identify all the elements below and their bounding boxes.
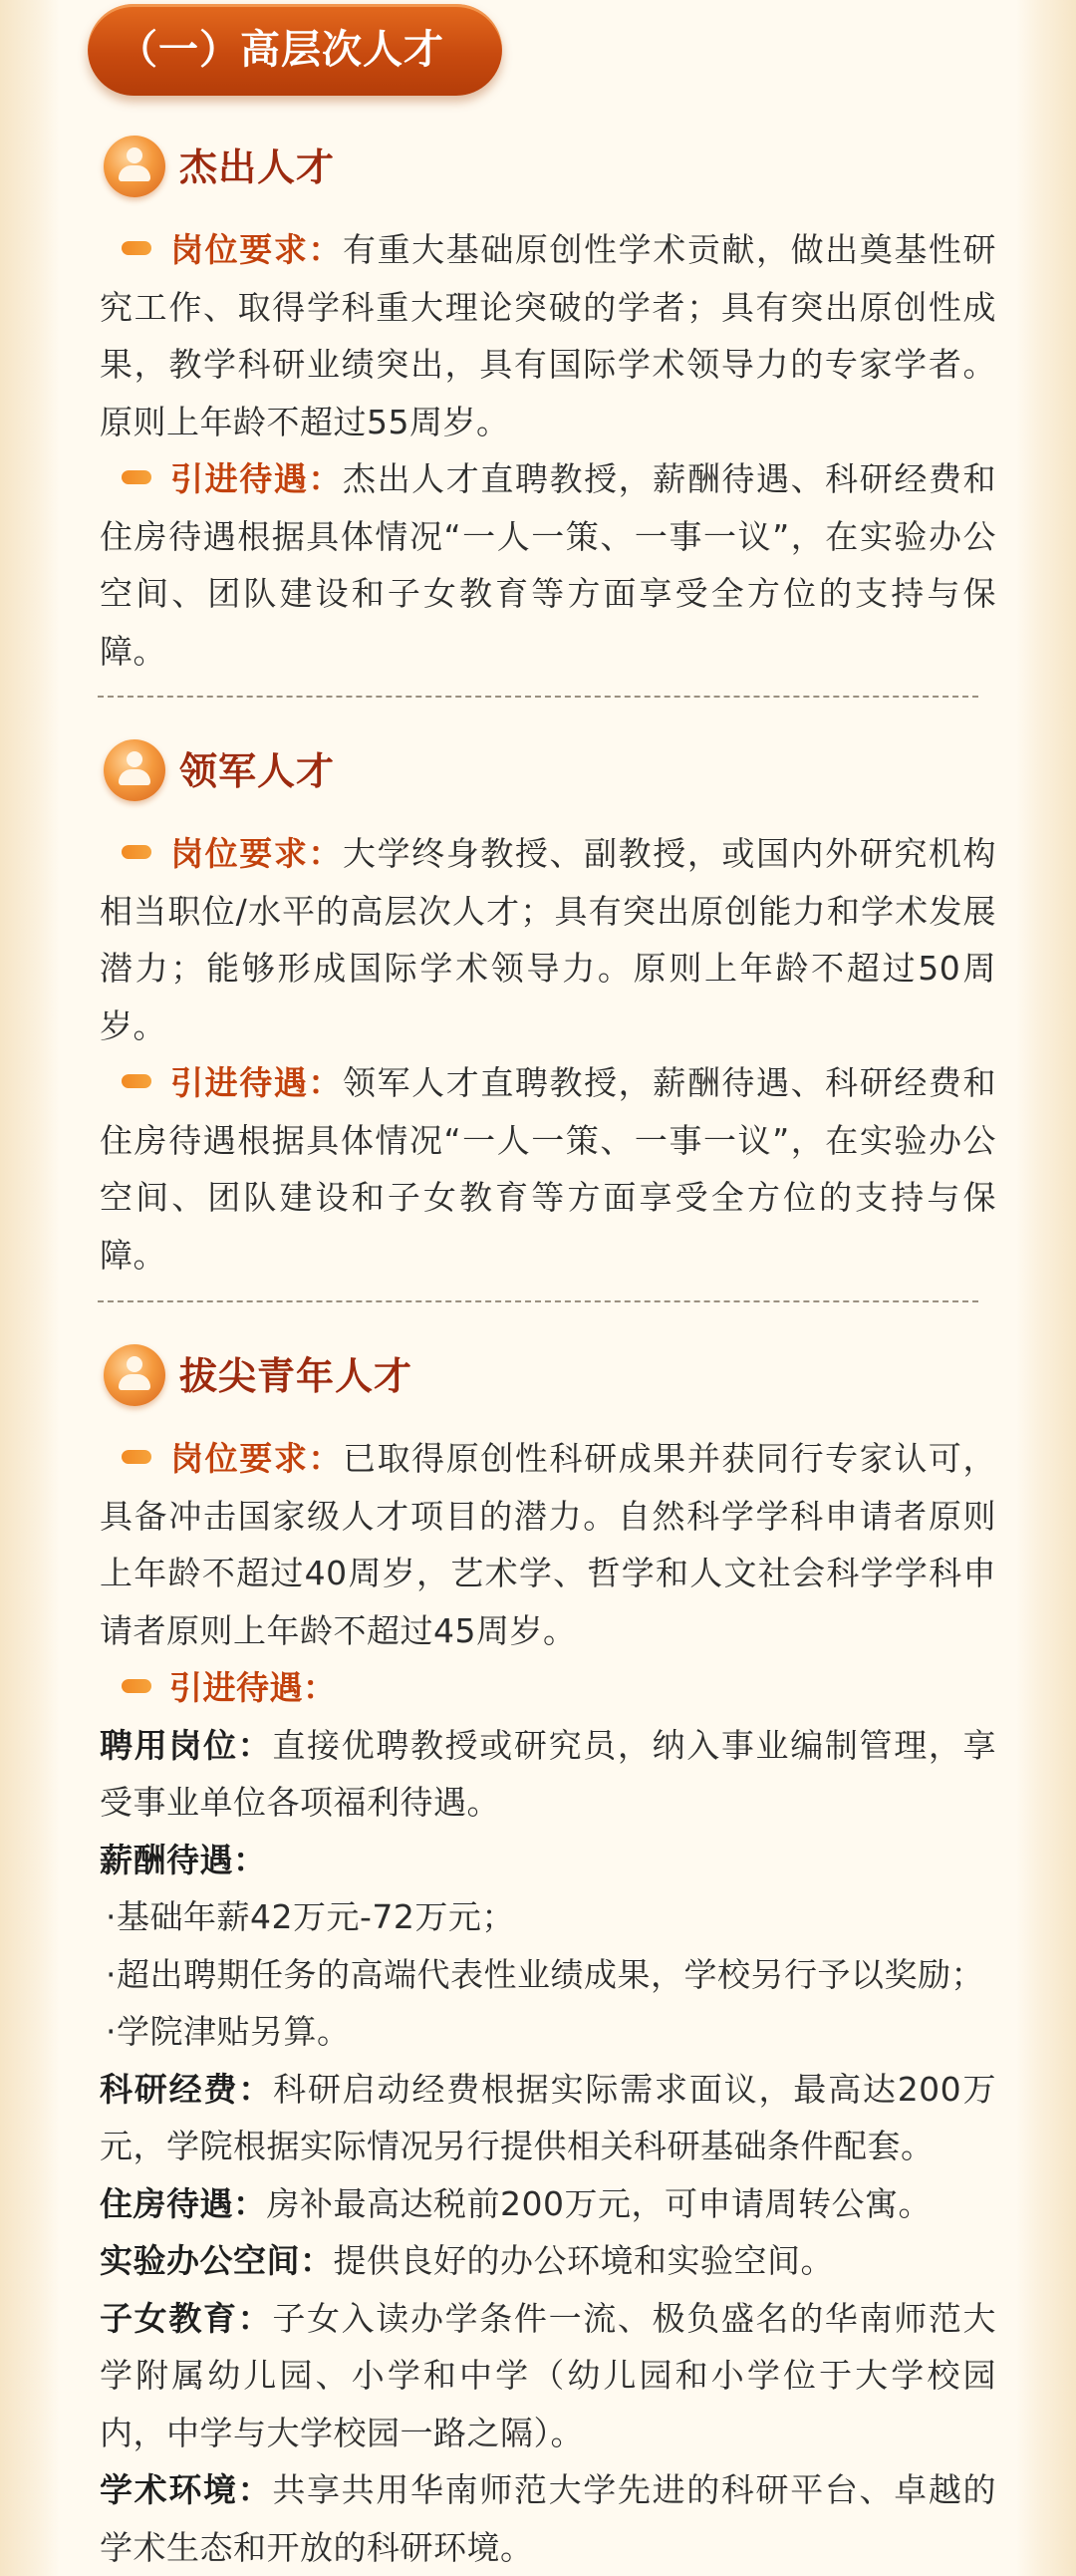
- benefit-paragraph: [100, 1054, 996, 1284]
- subsection-title-row: [100, 735, 996, 807]
- benefit-label: 引进待遇：: [169, 1668, 337, 1707]
- children-paragraph: [100, 2290, 996, 2462]
- benefit-text: 杰出人才直聘教授，薪酬待遇、科研经费和住房待遇根据具体情况“一人一策、一事一议”，在实验办公空间、团队建设和子女教育等方面享受全方位的支持与保障。: [100, 459, 996, 671]
- subsection-young-talent: [100, 1340, 996, 2576]
- funding-text: 科研启动经费根据实际需求面议，最高达200万元，学院根据实际情况另行提供相关科研基础条件配套。: [100, 2069, 996, 2165]
- requirement-text: 大学终身教授、副教授，或国内外研究机构相当职位/水平的高层次人才；具有突出原创能力和学术发展潜力；能够形成国际学术领导力。原则上年龄不超过50周岁。: [100, 834, 996, 1045]
- requirement-paragraph: [100, 1430, 996, 1659]
- benefit-text: 领军人才直聘教授，薪酬待遇、科研经费和住房待遇根据具体情况“一人一策、一事一议”，在实验办公空间、团队建设和子女教育等方面享受全方位的支持与保障。: [100, 1063, 996, 1275]
- person-badge-icon: [104, 136, 165, 197]
- benefit-paragraph: [100, 1659, 996, 1717]
- requirement-paragraph: [100, 825, 996, 1054]
- dash-bullet-icon: [122, 845, 151, 859]
- funding-label: 科研经费：: [100, 2069, 274, 2109]
- section-header: [88, 4, 502, 96]
- section-title: （一）高层次人才: [118, 27, 444, 73]
- salary-item: ·学院津贴另算。: [106, 2012, 351, 2051]
- subsection-title: 杰出人才: [179, 145, 336, 189]
- salary-item: ·基础年薪42万元-72万元；: [106, 1897, 515, 1936]
- subsection-title-row: [100, 1340, 996, 1412]
- subsection-leading-talent: [100, 735, 996, 1284]
- post-label: 聘用岗位：: [100, 1725, 273, 1765]
- academic-text: 共享共用华南师范大学先进的科研平台、卓越的学术生态和开放的科研环境。: [100, 2470, 997, 2567]
- requirement-label: 岗位要求：: [169, 834, 343, 873]
- dash-bullet-icon: [122, 241, 151, 255]
- dash-bullet-icon: [122, 1074, 151, 1088]
- dash-bullet-icon: [122, 1679, 151, 1693]
- person-badge-icon: [104, 1344, 165, 1406]
- section-divider: [98, 1300, 978, 1302]
- requirement-label: 岗位要求：: [169, 1439, 343, 1478]
- salary-heading: [100, 1832, 996, 1889]
- academic-label: 学术环境：: [100, 2470, 273, 2509]
- lab-text: 提供良好的办公环境和实验空间。: [333, 2241, 834, 2280]
- salary-item: ·超出聘期任务的高端代表性业绩成果，学校另行予以奖励；: [106, 1954, 984, 1994]
- subsection-outstanding-talent: [100, 132, 996, 680]
- lab-paragraph: [100, 2232, 996, 2290]
- funding-paragraph: [100, 2061, 996, 2175]
- lab-label: 实验办公空间：: [100, 2241, 334, 2280]
- subsection-title: 领军人才: [179, 749, 336, 793]
- requirement-paragraph: [100, 221, 996, 450]
- subsection-title: 拔尖青年人才: [179, 1354, 413, 1398]
- children-text: 子女入读办学条件一流、极负盛名的华南师范大学附属幼儿园、小学和中学（幼儿园和小学位于大学校园内，中学与大学校园一路之隔）。: [100, 2298, 997, 2452]
- dash-bullet-icon: [122, 470, 151, 484]
- children-label: 子女教育：: [100, 2298, 273, 2338]
- benefit-paragraph: [100, 450, 996, 680]
- housing-label: 住房待遇：: [100, 2183, 267, 2223]
- person-badge-icon: [104, 739, 165, 801]
- post-paragraph: [100, 1717, 996, 1832]
- benefit-label: 引进待遇：: [169, 1063, 343, 1102]
- housing-text: 房补最高达税前200万元，可申请周转公寓。: [266, 2183, 932, 2223]
- requirement-label: 岗位要求：: [169, 230, 343, 269]
- dash-bullet-icon: [122, 1450, 151, 1464]
- subsection-title-row: [100, 132, 996, 203]
- benefit-label: 引进待遇：: [169, 459, 343, 498]
- academic-paragraph: [100, 2461, 996, 2576]
- requirement-text: 已取得原创性科研成果并获同行专家认可，具备冲击国家级人才项目的潜力。自然科学学科申请者原则上年龄不超过40周岁，艺术学、哲学和人文社会科学学科申请者原则上年龄不超过45周岁。: [100, 1439, 996, 1650]
- housing-paragraph: [100, 2175, 996, 2233]
- salary-label: 薪酬待遇：: [100, 1840, 267, 1879]
- section-divider: [98, 696, 978, 698]
- requirement-text: 有重大基础原创性学术贡献，做出奠基性研究工作、取得学科重大理论突破的学者；具有突出原创性成果，教学科研业绩突出，具有国际学术领导力的专家学者。原则上年龄不超过55周岁。: [100, 230, 996, 441]
- post-text: 直接优聘教授或研究员，纳入事业编制管理，享受事业单位各项福利待遇。: [100, 1725, 997, 1822]
